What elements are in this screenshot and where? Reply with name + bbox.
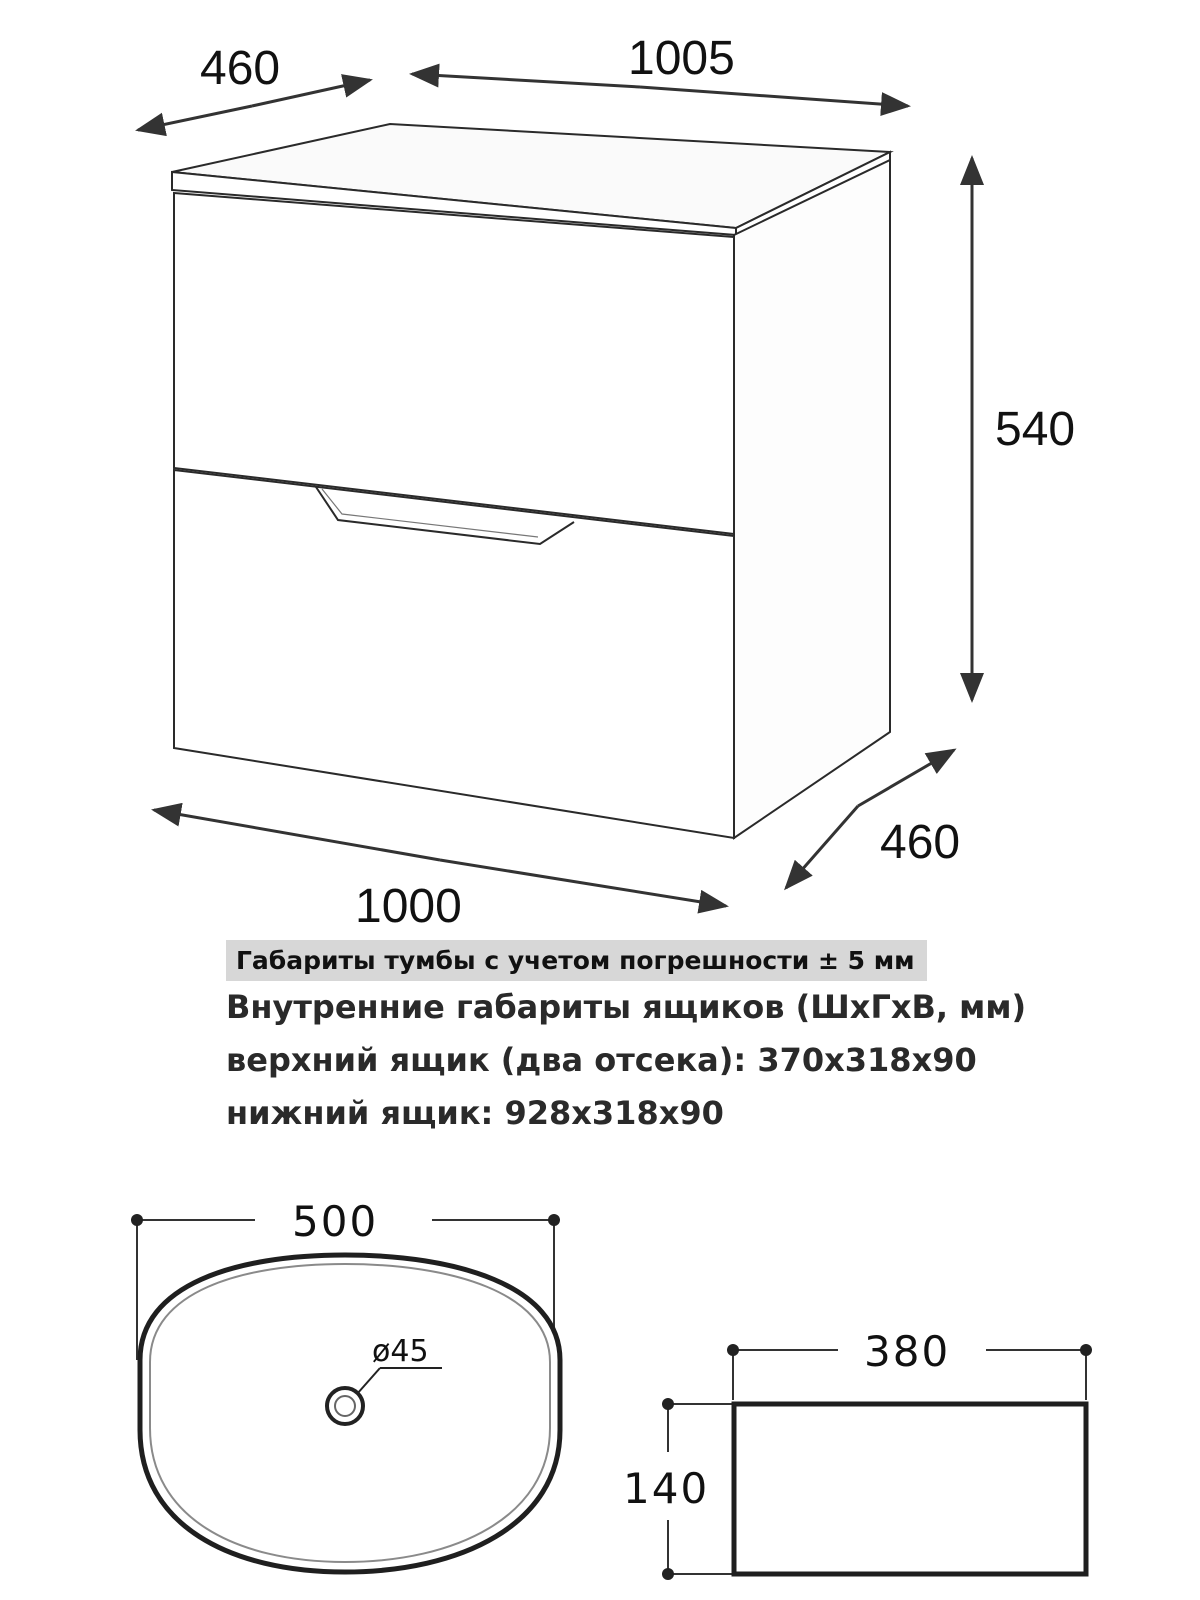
depth-top-label: 460 — [200, 42, 281, 95]
width-top-dim-line-b — [640, 87, 908, 106]
drain-hole-inner — [335, 1396, 355, 1416]
bottom-drawer-dimensions: нижний ящик: 928х318х90 — [226, 1094, 724, 1132]
side-height-dot-top — [662, 1398, 674, 1410]
width-top-dim-line — [412, 74, 640, 87]
side-depth-dot-left — [727, 1344, 739, 1356]
cabinet-side-panel — [734, 160, 890, 838]
side-height-label: 140 — [623, 1464, 710, 1513]
cabinet-drawing — [172, 124, 890, 838]
basin-width-dot-right — [548, 1214, 560, 1226]
depth-bottom-dim-line — [858, 750, 954, 806]
inner-dimensions-title: Внутренние габариты ящиков (ШхГхВ, мм) — [226, 988, 1027, 1026]
specification-notes — [226, 940, 1126, 1140]
top-drawer-dimensions: верхний ящик (два отсека): 370х318х90 — [226, 1041, 977, 1079]
height-label: 540 — [995, 403, 1076, 456]
width-bottom-label: 1000 — [355, 880, 462, 933]
drain-diameter-label: ø45 — [372, 1334, 429, 1369]
basin-top-view — [131, 1197, 560, 1572]
side-height-dot-bottom — [662, 1568, 674, 1580]
basin-side-profile — [734, 1404, 1086, 1574]
width-bottom-dim-line-b — [440, 860, 726, 906]
basin-width-label: 500 — [292, 1197, 379, 1246]
depth-top-dim-line — [138, 106, 252, 130]
width-bottom-dim-line — [154, 810, 440, 860]
side-depth-label: 380 — [864, 1327, 951, 1376]
side-depth-dot-right — [1080, 1344, 1092, 1356]
depth-bottom-label: 460 — [880, 816, 961, 869]
depth-bottom-dim-line-b — [786, 806, 858, 888]
bottom-drawer-front — [174, 470, 734, 838]
basin-side-view — [623, 1327, 1092, 1580]
tolerance-note: Габариты тумбы с учетом погрешности ± 5 мм — [226, 940, 927, 981]
basin-width-dot-left — [131, 1214, 143, 1226]
width-top-label: 1005 — [628, 32, 735, 85]
